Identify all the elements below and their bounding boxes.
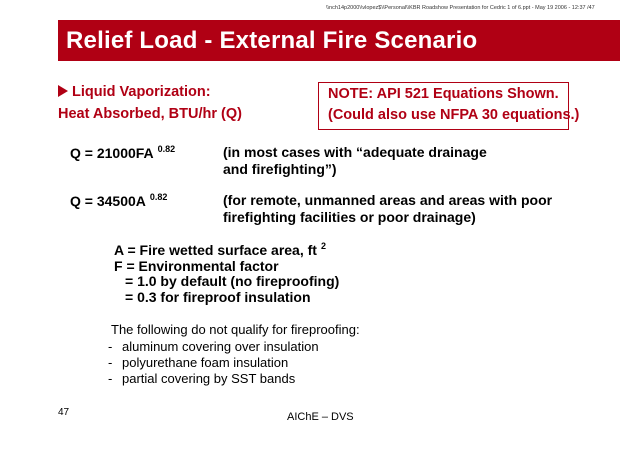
- list-item: [108, 355, 288, 370]
- footer-org: AIChE – DVS: [287, 411, 354, 423]
- list-item-text: polyurethane foam insulation: [122, 355, 289, 370]
- heat-absorbed-label: Heat Absorbed, BTU/hr (Q): [58, 106, 242, 122]
- equation-1: [70, 144, 175, 161]
- triangle-bullet-icon: [58, 85, 68, 97]
- list-item-text: aluminum covering over insulation: [122, 339, 319, 354]
- liquid-vaporization-label: Liquid Vaporization:: [72, 84, 211, 100]
- note-line-1: NOTE: API 521 Equations Shown.: [328, 86, 559, 102]
- equation-2: [70, 192, 167, 209]
- definition-a-text: A = Fire wetted surface area, ft: [114, 242, 317, 258]
- list-item: [108, 371, 295, 386]
- liquid-vaporization-bullet: [58, 84, 211, 100]
- list-item-text: partial covering by SST bands: [122, 371, 296, 386]
- equation-2-desc-line-2: firefighting facilities or poor drainage): [223, 209, 476, 225]
- page-number: 47: [58, 407, 70, 418]
- equation-2-exponent: 0.82: [149, 192, 168, 202]
- equation-1-desc-line-1: (in most cases with “adequate drainage: [223, 144, 487, 160]
- file-path-header: \\nch14p2000\\vlopez$\\Personal\\KBR Roadshow Presentation for Cedric 1 of 6.ppt - May 19 2006 - 12:37 /47: [326, 5, 595, 11]
- definition-a: [114, 241, 326, 258]
- equation-2-formula: Q = 34500A: [70, 193, 146, 209]
- dash-bullet-icon: -: [108, 355, 113, 370]
- definition-f: F = Environmental factor: [114, 258, 279, 274]
- dash-bullet-icon: -: [108, 371, 113, 386]
- fireproofing-heading: The following do not qualify for fireproofing:: [111, 322, 360, 337]
- definition-f-insulated: = 0.3 for fireproof insulation: [125, 289, 311, 305]
- dash-bullet-icon: -: [108, 339, 113, 354]
- equation-1-desc-line-2: and firefighting”): [223, 161, 337, 177]
- definition-a-superscript: 2: [320, 241, 326, 251]
- equation-1-formula: Q = 21000FA: [70, 145, 154, 161]
- definition-f-default: = 1.0 by default (no fireproofing): [125, 273, 340, 289]
- equation-2-desc-line-1: (for remote, unmanned areas and areas with poor: [223, 192, 553, 208]
- note-line-2: (Could also use NFPA 30 equations.): [328, 107, 580, 123]
- equation-1-exponent: 0.82: [157, 144, 176, 154]
- slide-title: Relief Load - External Fire Scenario: [66, 27, 478, 54]
- list-item: [108, 339, 319, 354]
